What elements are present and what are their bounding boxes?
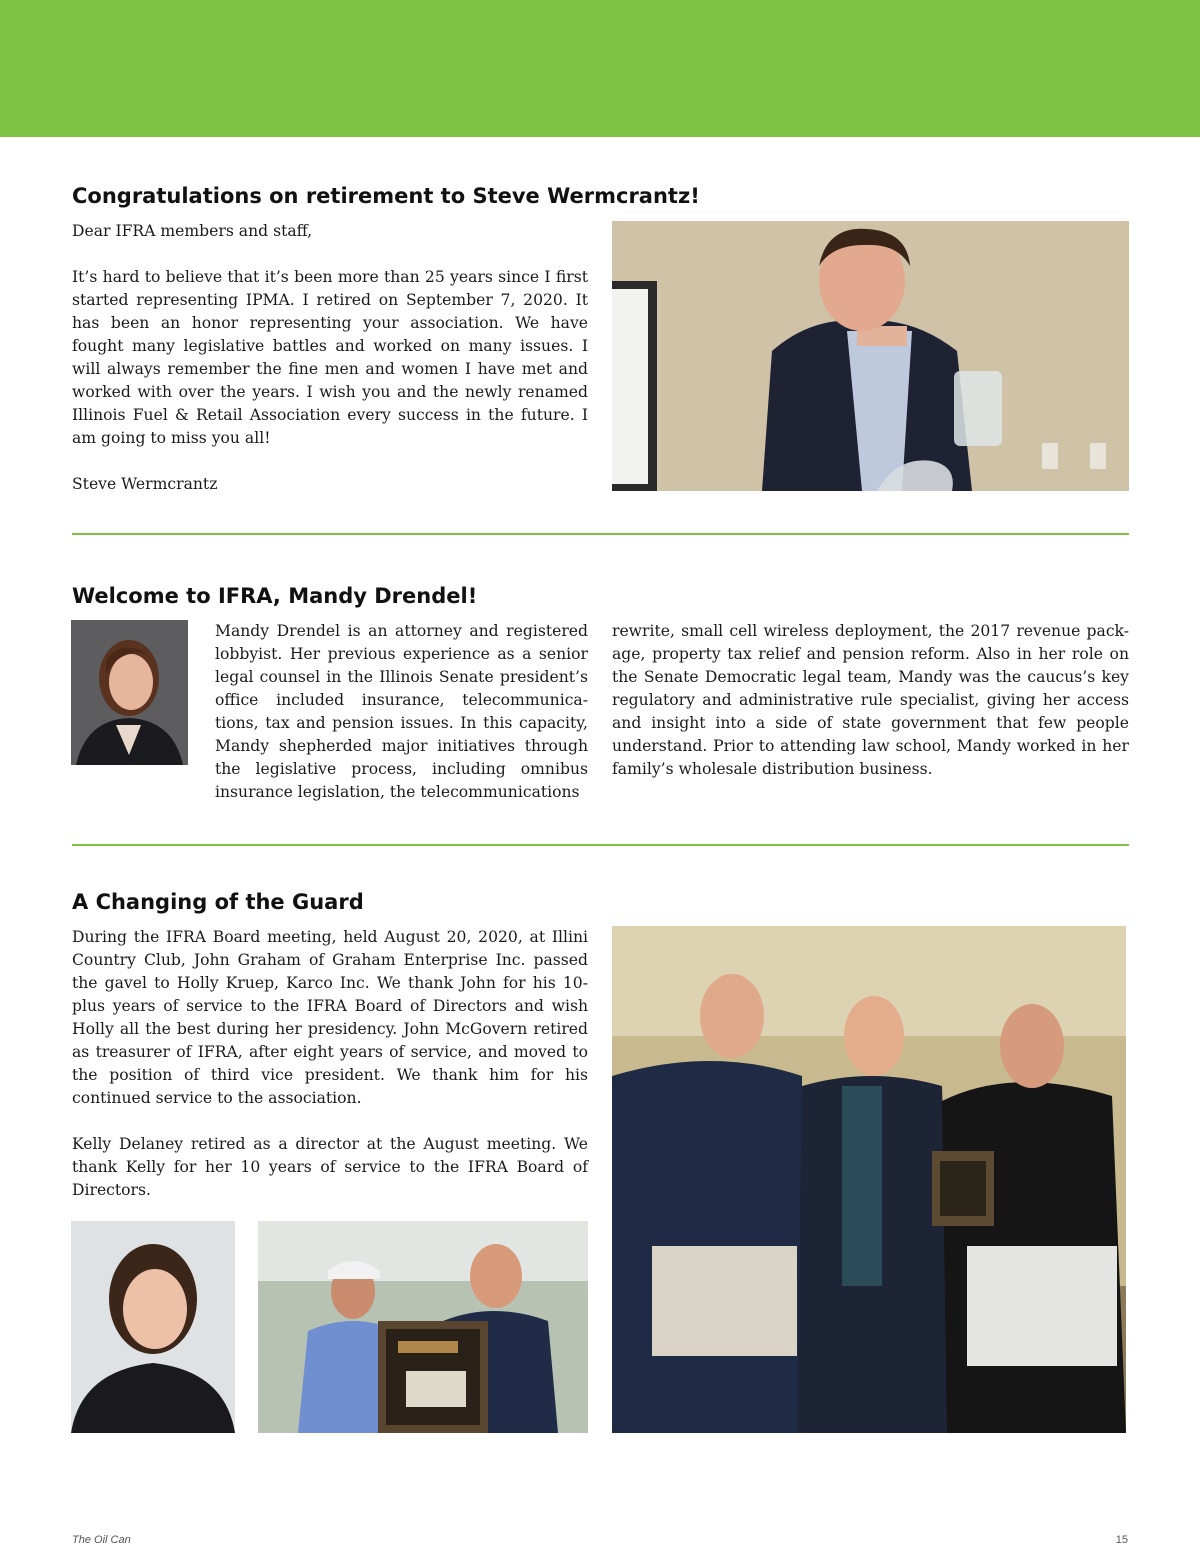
welcome-column-1: Mandy Drendel is an attorney and registered lobbyist. Her previous experience as a senior legal counsel in the Illinois Senate president’s office included insurance, telecommunica-tions, tax and pension issues. In this capacity, Mandy shepherded major initiatives through the legislative process, including omnibus insurance legislation, the telecommunications: [215, 622, 588, 801]
retirement-text: [72, 220, 588, 496]
guard-paragraph-2: Kelly Delaney retired as a director at the August meeting. We thank Kelly for her 10 years of service to the IFRA Board of Directors.: [72, 1135, 588, 1199]
guard-text: [72, 926, 588, 1202]
guard-heading: A Changing of the Guard: [72, 890, 364, 914]
guard-paragraph-1: During the IFRA Board meeting, held August 20, 2020, at Illini Country Club, John Graham of Graham Enterprise Inc. passed the gavel to Holly Kruep, Karco Inc. We thank John for his 10-plus years of service to the IFRA Board of Directors and wish Holly all the best during her presidency. John McGovern retired as treasurer of IFRA, after eight years of service, and moved to the position of third vice president. We thank him for his continued service to the association.: [72, 928, 588, 1107]
retirement-heading: Congratulations on retirement to Steve Wermcrantz!: [72, 184, 700, 208]
section-divider: [72, 844, 1129, 846]
kelly-delaney-portrait: [71, 1221, 235, 1433]
gavel-handoff-photo: [258, 1221, 588, 1433]
retirement-greeting: Dear IFRA members and staff,: [72, 222, 313, 240]
footer-publication: The Oil Can: [72, 1534, 131, 1546]
board-group-photo: [612, 926, 1126, 1433]
retirement-body: It’s hard to believe that it’s been more than 25 years since I first started representing IPMA. I retired on September 7, 2020. It has been an honor representing your association. We have fought many legislative battles and worked on many issues. I will always remember the fine men and women I have met and worked with over the years. I wish you and the newly renamed Illinois Fuel & Retail Association every success in the future. I am going to miss you all!: [72, 268, 588, 447]
steve-wermcrantz-photo: [612, 221, 1129, 491]
welcome-column-2: rewrite, small cell wireless deployment, the 2017 revenue pack-age, property tax relief and pension reform. Also in her role on the Senate Democratic legal team, Mandy was the caucus’s key regulatory and administrative rule specialist, giving her access and insight into a side of state government that few people understand. Prior to attending law school, Mandy worked in her family’s wholesale distribution business.: [612, 622, 1129, 778]
welcome-heading: Welcome to IFRA, Mandy Drendel!: [72, 584, 478, 608]
retirement-signature: Steve Wermcrantz: [72, 475, 218, 493]
footer-page-number: 15: [1115, 1534, 1128, 1546]
mandy-drendel-portrait: [71, 620, 188, 765]
header-banner: [0, 0, 1200, 137]
section-divider: [72, 533, 1129, 535]
